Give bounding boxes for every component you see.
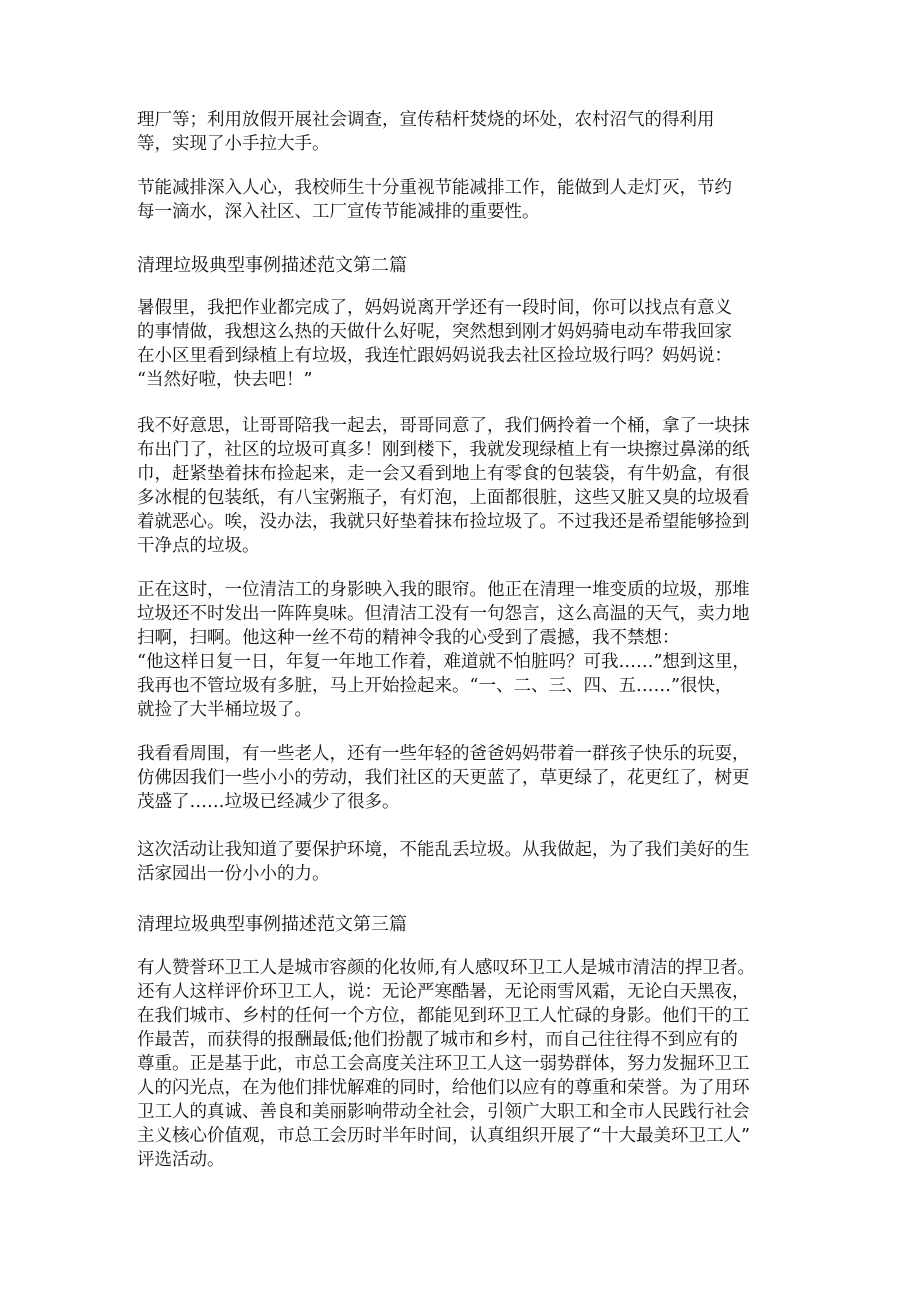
text-line: 尊重。正是基于此，市总工会高度关注环卫工人这一弱势群体，努力发掘环卫工	[137, 1054, 750, 1074]
text-line: 着就恶心。唉，没办法，我就只好垫着抹布捡垃圾了。不过我还是希望能够捡到	[137, 512, 750, 532]
text-line: 我不好意思，让哥哥陪我一起去，哥哥同意了，我们俩拎着一个桶，拿了一块抹	[137, 416, 750, 436]
text-line: 就捡了大半桶垃圾了。	[137, 700, 312, 720]
text-line: 扫啊，扫啊。他这种一丝不苟的精神令我的心受到了震撼，我不禁想：	[137, 628, 680, 648]
text-line: 每一滴水，深入社区、工厂宣传节能减排的重要性。	[137, 202, 540, 222]
text-line: 活家园出一份小小的力。	[137, 864, 330, 884]
text-line: 布出门了，社区的垃圾可真多！刚到楼下，我就发现绿植上有一块擦过鼻涕的纸	[137, 440, 750, 460]
text-line: 多冰棍的包装纸，有八宝粥瓶子，有灯泡，上面都很脏，这些又脏又臭的垃圾看	[137, 488, 750, 508]
text-line: 我再也不管垃圾有多脏，马上开始捡起来。“一、二、三、四、五……”很快，	[137, 676, 733, 696]
text-line: 在我们城市、乡村的任何一个方位，都能见到环卫工人忙碌的身影。他们干的工	[137, 1006, 750, 1026]
text-line: 理厂等；利用放假开展社会调查，宣传秸杆焚烧的坏处，农村沼气的得利用	[137, 110, 715, 130]
text-line: 人的闪光点，在为他们排忧解难的同时，给他们以应有的尊重和荣誉。为了用环	[137, 1078, 750, 1098]
paragraph	[137, 956, 817, 1172]
text-line: 垃圾还不时发出一阵阵臭味。但清洁工没有一句怨言，这么高温的天气，卖力地	[137, 604, 750, 624]
text-line: 主义核心价值观，市总工会历时半年时间，认真组织开展了“十大最美环卫工人”	[137, 1126, 750, 1146]
text-line: 正在这时，一位清洁工的身影映入我的眼帘。他正在清理一堆变质的垃圾，那堆	[137, 580, 750, 600]
text-line: 我看看周围，有一些老人，还有一些年轻的爸爸妈妈带着一群孩子快乐的玩耍，	[137, 744, 750, 764]
heading-text: 清理垃圾典型事例描述范文第三篇	[137, 914, 407, 935]
paragraph	[137, 578, 817, 722]
heading-text: 清理垃圾典型事例描述范文第二篇	[137, 255, 407, 276]
paragraph	[137, 838, 817, 886]
text-line: 巾，赶紧垫着抹布捡起来，走一会又看到地上有零食的包装袋，有牛奶盒，有很	[137, 464, 750, 484]
text-line: 的事情做，我想这么热的天做什么好呢，突然想到刚才妈妈骑电动车带我回家	[137, 322, 732, 342]
section-heading	[137, 913, 817, 937]
paragraph	[137, 296, 817, 392]
text-line: 干净点的垃圾。	[137, 536, 260, 556]
text-line: 这次活动让我知道了要保护环境，不能乱丢垃圾。从我做起，为了我们美好的生	[137, 840, 750, 860]
text-line: 作最苦，而获得的报酬最低;他们扮靓了城市和乡村，而自己往往得不到应有的	[137, 1030, 738, 1050]
section-heading	[137, 254, 817, 278]
text-line: 卫工人的真诚、善良和美丽影响带动全社会，引领广大职工和全市人民践行社会	[137, 1102, 750, 1122]
text-line: 在小区里看到绿植上有垃圾，我连忙跟妈妈说我去社区捡垃圾行吗？妈妈说：	[137, 346, 732, 366]
text-line: 等，实现了小手拉大手。	[137, 134, 330, 154]
paragraph	[137, 414, 817, 558]
text-line: 评选活动。	[137, 1150, 225, 1170]
text-line: 有人赞誉环卫工人是城市容颜的化妆师,有人感叹环卫工人是城市清洁的捍卫者。	[137, 958, 756, 978]
text-line: 仿佛因我们一些小小的劳动，我们社区的天更蓝了，草更绿了，花更红了，树更	[137, 768, 750, 788]
paragraph	[137, 108, 817, 156]
paragraph	[137, 176, 817, 224]
text-line: “当然好啦，快去吧！”	[137, 370, 313, 390]
text-line: 还有人这样评价环卫工人，说：无论严寒酷暑，无论雨雪风霜，无论白天黑夜，	[137, 982, 750, 1002]
text-line: 茂盛了……垃圾已经减少了很多。	[137, 792, 400, 812]
paragraph	[137, 742, 817, 814]
text-line: “他这样日复一日，年复一年地工作着，难道就不怕脏吗？可我……”想到这里，	[137, 652, 750, 672]
text-line: 暑假里，我把作业都完成了，妈妈说离开学还有一段时间，你可以找点有意义	[137, 298, 732, 318]
text-line: 节能减排深入人心，我校师生十分重视节能减排工作，能做到人走灯灭，节约	[137, 178, 732, 198]
